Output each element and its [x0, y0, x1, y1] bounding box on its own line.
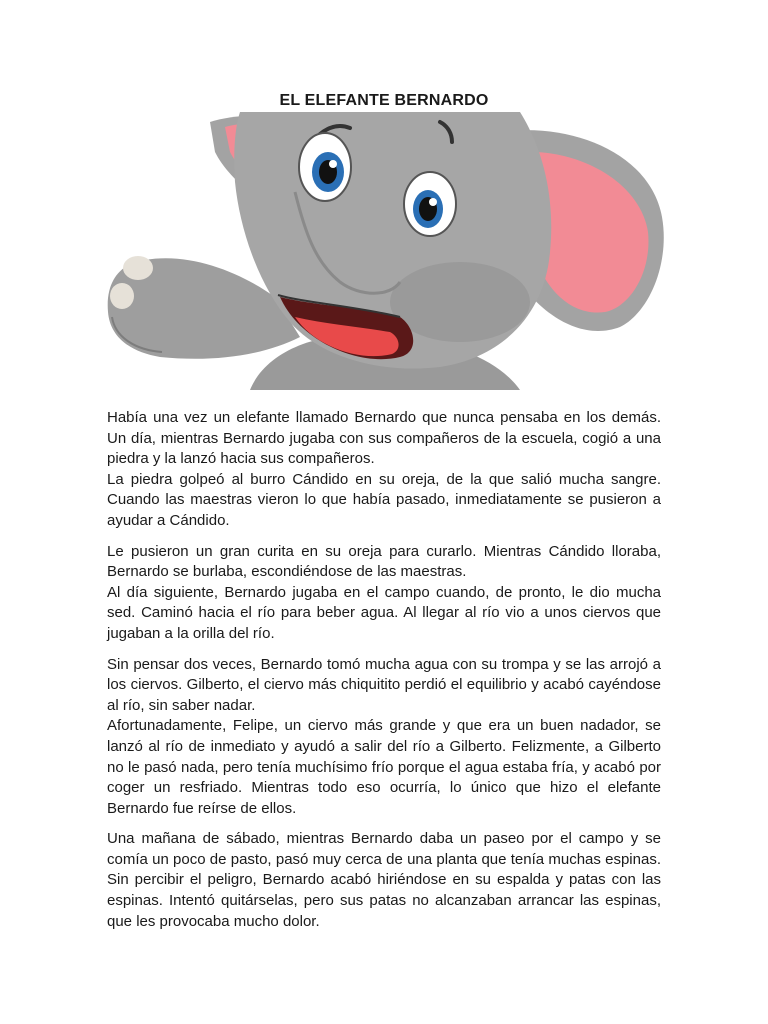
document-title: EL ELEFANTE BERNARDO	[279, 92, 489, 109]
paragraph-4	[107, 829, 661, 932]
story-line: Una mañana de sábado, mientras Bernardo daba un paseo por el campo y se comía un poco de pasto, pasó muy cerca de una planta que tenía muchas espinas. Sin percibir el peligro, Bernardo acabó hiriéndose en su espalda y patas con las espinas. Intentó quitárselas, pero sus patas no alcanzaban arrancar las espinas, que les provocaba mucho dolor.	[107, 830, 661, 930]
elephant-illustration	[100, 112, 670, 390]
story-line: Había una vez un elefante llamado Bernardo que nunca pensaba en los demás. Un día, mientras Bernardo jugaba con sus compañeros de la escuela, cogió a una piedra y la lanzó hacia sus compañeros.	[107, 409, 661, 468]
paragraph-2	[107, 542, 661, 645]
cartoon-elephant-icon	[100, 112, 670, 390]
story-text	[107, 408, 661, 942]
story-line: Afortunadamente, Felipe, un ciervo más grande y que era un buen nadador, se lanzó al río de inmediato y ayudó a salir del río a Gilberto. Felizmente, a Gilberto no le pasó nada, pero tenía muchísimo frío porque el agua estaba fría, y acabó por coger un resfriado. Mientras todo eso ocurría, lo único que hizo el elefante Bernardo fue reírse de ellos.	[107, 717, 661, 817]
story-line: La piedra golpeó al burro Cándido en su oreja, de la que salió mucha sangre. Cuando las maestras vieron lo que había pasado, inmediatamente se pusieron a ayudar a Cándido.	[107, 470, 661, 529]
paragraph-1	[107, 408, 661, 532]
story-line: Sin pensar dos veces, Bernardo tomó mucha agua con su trompa y se las arrojó a los ciervos. Gilberto, el ciervo más chiquitito perdió el equilibrio y acabó cayéndose al río, sin saber nadar.	[107, 655, 661, 714]
story-line: Al día siguiente, Bernardo jugaba en el campo cuando, de pronto, le dio mucha sed. Caminó hacia el río para beber agua. Al llegar al río vio a unos ciervos que jugaban a la orilla del río.	[107, 583, 661, 642]
paragraph-3	[107, 655, 661, 820]
story-line: Le pusieron un gran curita en su oreja para curarlo. Mientras Cándido lloraba, Bernardo se burlaba, escondiéndose de las maestras.	[107, 542, 661, 581]
